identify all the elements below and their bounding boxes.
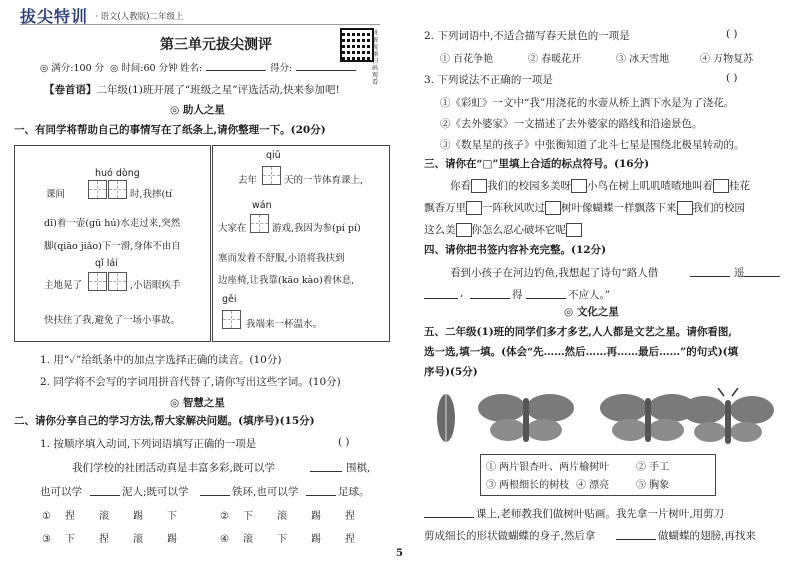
option-d[interactable]: ④ 滚 下 踢 捏 [220, 534, 355, 545]
fill-text: 看到小孩子在河边钓鱼,我想起了诗句“路人借 [450, 267, 659, 279]
punct-line: 这么美 你怎么忍心破坏它呢 [424, 222, 582, 237]
subject-label: · 语文(人教版)二年级上 [95, 12, 184, 22]
fill-blank[interactable] [616, 539, 656, 540]
exam-time: ◎ 时间:60 分钟 [110, 63, 178, 74]
butterfly-icon [682, 388, 774, 444]
tian-box[interactable] [262, 166, 281, 185]
butterfly-icon [600, 394, 696, 442]
option-item[interactable]: ①《彩虹》一文中“我”用浇花的水壶从桥上洒下水是为了浇花。 [440, 97, 735, 109]
option-item[interactable]: ③《数星星的孩子》中张衡知道了北斗七星是围绕北极星转动的。 [440, 139, 745, 151]
material-option[interactable]: ① 两片银杏叶、两片榆树叶 [486, 462, 610, 473]
fill-text: 做蝴蝶的翅膀,再找来 [658, 530, 756, 542]
punct-box[interactable] [545, 201, 561, 215]
fill-text: 铁环,也可以学 [232, 486, 299, 498]
pinyin-wan: wán [252, 200, 272, 211]
butterfly-leaf-illustration [434, 388, 774, 448]
fill-blank[interactable] [200, 495, 230, 496]
fill-blank[interactable] [690, 276, 730, 277]
fill-text: 也可以学 [40, 486, 82, 498]
fill-text: 得 [512, 289, 523, 301]
tian-box[interactable] [88, 272, 107, 291]
intro-label: 【卷首语】 [44, 84, 97, 96]
punct-box[interactable] [471, 179, 487, 193]
full-score: ◎ 满分:100 分 [40, 63, 105, 74]
question-2-title: 二、请你分享自己的学习方法,帮大家解决问题。(填序号)(15分) [14, 415, 315, 427]
score-field[interactable] [296, 70, 356, 71]
fill-text: 泥人;既可以学 [122, 486, 189, 498]
option-item[interactable]: ① 百花争艳 [440, 54, 494, 65]
note-text: 游戏,我因为参(pí pí) [272, 223, 361, 234]
section-wisdom-title: ◎ 智慧之星 [170, 397, 225, 409]
tian-box[interactable] [108, 272, 127, 291]
note-text: 脚(qiāo jiǎo)下一滑,身体不由自 [44, 241, 181, 252]
right-page [400, 0, 800, 566]
fill-text: 围棋, [346, 462, 371, 474]
note-text: 去年 [238, 175, 258, 186]
question-1-title: 一、有同学将帮助自己的事情写在了纸条上,请你整理一下。(20分) [14, 124, 326, 136]
note-text: dī)着一壶(gū hú)水走过来,突然 [44, 218, 181, 229]
mc-question-2: 2. 下列词语中,不适合描写春天景色的一项是 [424, 30, 630, 42]
option-item[interactable]: ②《去外婆家》一文描述了去外婆家的路线和沿途景色。 [440, 118, 703, 130]
brand-logo: 拔尖特训 [20, 7, 89, 26]
page-title: 第三单元拔尖测评 [160, 37, 272, 53]
tian-box[interactable] [250, 214, 269, 233]
sub-question-2: 2. 同学将不会写的字词用拼音代替了,请你写出这些字词。(10分) [40, 376, 341, 388]
option-item[interactable]: ③ 冰天雪地 [616, 54, 670, 65]
fill-blank[interactable] [526, 298, 566, 299]
note-text: 大家在 [218, 223, 247, 234]
name-label: 姓名: [180, 63, 203, 74]
punct-line: 飘香万里 一阵秋风吹过 树叶像蝴蝶一样飘落下来 我们的校园 [424, 202, 745, 214]
fill-text: 我们学校的社团活动真是丰富多彩,既可以学 [72, 462, 275, 474]
punct-box[interactable] [456, 223, 472, 237]
question-5-title-3: 序号)(5分) [424, 366, 478, 378]
question-5-title: 五、二年级(1)班的同学们多才多艺,人人都是文艺之星。请你看图, [424, 326, 733, 338]
fill-text: 足球。 [338, 486, 370, 498]
pinyin-qilai: qǐ lái [95, 258, 118, 269]
page-number: 5 [396, 548, 403, 559]
material-option[interactable]: ④ 漂亮 [576, 480, 610, 491]
fill-blank[interactable] [744, 276, 780, 277]
section-culture-title: ◎ 文化之星 [564, 306, 619, 318]
fill-blank[interactable] [470, 298, 510, 299]
note-text: ,小语眼疾手 [130, 280, 181, 291]
answer-paren[interactable]: ( ) [726, 28, 738, 40]
note-text: 塞而发着不舒服,小语将我扶到 [218, 253, 345, 264]
mc-question-1: 1. 按顺序填入动词,下列词语填写正确的一项是 [40, 438, 257, 450]
fill-blank[interactable] [424, 517, 474, 518]
fill-text: 遥 [734, 267, 745, 279]
qr-caption: 讲解视频 扫码观看 [372, 30, 379, 86]
material-option[interactable]: ⑤ 胸象 [636, 480, 670, 491]
score-label: 得分: [270, 63, 293, 74]
name-field[interactable] [206, 70, 266, 71]
pinyin-huodong: huó dòng [95, 168, 140, 179]
note-text: 主地晃了 [44, 280, 83, 291]
option-a[interactable]: ① 捏 滚 踢 下 [42, 511, 177, 522]
tian-box[interactable] [108, 180, 127, 199]
question-4-title: 四、请你把书签内容补充完整。(12分) [424, 244, 607, 256]
tian-box[interactable] [222, 310, 241, 329]
fill-text: , [460, 287, 464, 299]
answer-paren[interactable]: ( ) [726, 72, 738, 84]
question-3-title: 三、请你在“□”里填上合适的标点符号。(16分) [424, 158, 650, 170]
fill-blank[interactable] [90, 495, 120, 496]
question-5-title-2: 选一选,填一填。(体会“先……然后……再……最后……”的句式)(填 [424, 346, 739, 358]
punct-box[interactable] [677, 201, 693, 215]
punct-box[interactable] [466, 201, 482, 215]
note-text: 课间 [46, 189, 66, 200]
note-text: 边座椅,让我靠(kāo kào)着休息, [218, 275, 355, 286]
note-text: 时,我摔(tí [130, 189, 173, 200]
punct-box[interactable] [566, 223, 582, 237]
tian-box[interactable] [88, 180, 107, 199]
header-divider [20, 24, 380, 25]
option-item[interactable]: ② 春暖花开 [528, 54, 582, 65]
option-b[interactable]: ② 下 滚 踢 捏 [220, 511, 355, 522]
punct-line: 你看 我们的校园多美呀 小鸟在树上叽叽喳喳地叫着 桂花 [450, 180, 750, 192]
option-item[interactable]: ④ 万物复苏 [700, 54, 754, 65]
intro [44, 82, 340, 97]
material-option[interactable]: ② 手工 [636, 462, 670, 473]
pinyin-gei: gěi [222, 294, 237, 305]
note-text: 我端来一杯温水。 [246, 319, 323, 330]
note-text: 快扶住了我,避免了一场小事故。 [44, 315, 181, 326]
qr-code-icon[interactable] [340, 28, 374, 62]
fill-text: 课上,老师教我们做树叶贴画。我先拿一片树叶,用剪刀 [476, 508, 725, 520]
punct-box[interactable] [713, 179, 729, 193]
material-option[interactable]: ③ 两根细长的树枝 [486, 480, 570, 491]
option-c[interactable]: ③ 下 捏 滚 踢 [42, 534, 177, 545]
fill-blank[interactable] [424, 298, 458, 299]
pinyin-qiu: qiū [266, 150, 281, 161]
fill-text: 不应人。” [568, 289, 611, 301]
fill-text: 剪成细长的形状做蝴蝶的身子,然后拿 [424, 530, 596, 542]
sub-question-1: 1. 用“✓”给纸条中的加点字选择正确的读音。(10分) [40, 354, 282, 366]
mc-question-3: 3. 下列说法不正确的一项是 [424, 74, 553, 86]
section-helper-title: ◎ 助人之星 [170, 104, 225, 116]
fill-blank[interactable] [306, 495, 336, 496]
butterfly-icon [478, 394, 574, 442]
note-text: 天的一节体育课上, [284, 175, 364, 186]
fill-blank[interactable] [310, 471, 342, 472]
intro-text: 二年级(1)班开展了“班级之星”评选活动,快来参加吧! [96, 84, 340, 96]
punct-box[interactable] [571, 179, 587, 193]
answer-paren[interactable]: ( ) [338, 436, 350, 448]
